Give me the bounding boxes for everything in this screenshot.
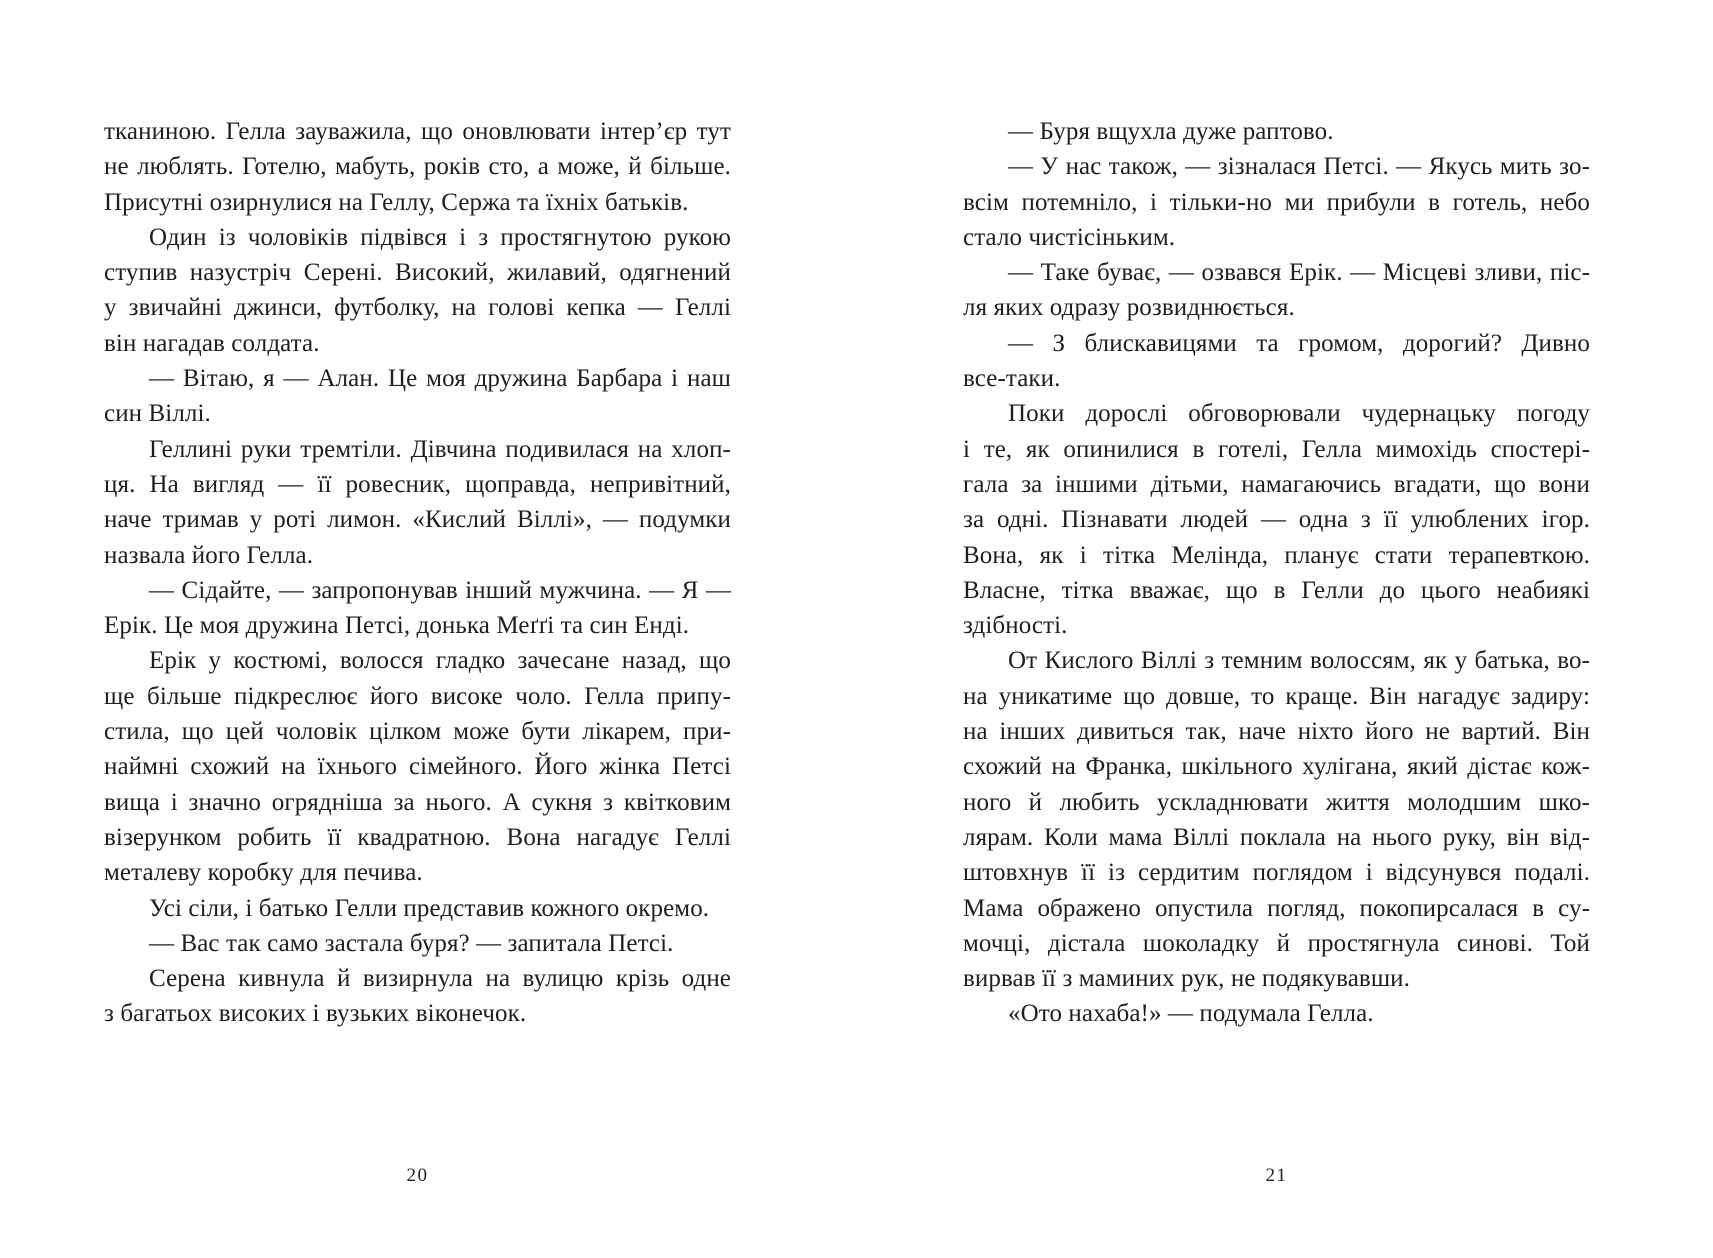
- text-line: Мама ображено опустила погляд, покопирсалася в су-: [963, 894, 1590, 922]
- text-line: ще більше підкреслює його високе чоло. Гелла припу-: [104, 682, 731, 710]
- text-line: Ерік. Це моя дружина Петсі, донька Меґґі та син Енді.: [104, 612, 690, 640]
- page-right-number: 21: [1265, 1165, 1288, 1186]
- text-line: на уникатиме що довше, то краще. Він нагадує задиру:: [963, 682, 1590, 710]
- text-line: всім потемніло, і тільки-но ми прибули в готель, небо: [963, 188, 1590, 216]
- text-line: Власне, тітка вважає, що в Гелли до цього неабиякі: [963, 576, 1590, 604]
- text-line: От Кислого Віллі з темним волоссям, як у батька, во-: [1008, 647, 1590, 675]
- text-line: наймні схожий на їхнього сімейного. Його жінка Петсі: [104, 753, 731, 781]
- text-line: Усі сіли, і батько Гелли представив кожного окремо.: [149, 894, 710, 922]
- text-line: стало чистісіньким.: [963, 223, 1176, 251]
- text-line: металеву коробку для печива.: [104, 859, 423, 887]
- text-line: наче тримав у роті лимон. «Кислий Віллі», — подумки: [104, 506, 731, 534]
- text-line: лярам. Коли мама Віллі поклала на нього руку, він від-: [963, 823, 1590, 851]
- text-line: Вона, як і тітка Мелінда, планує стати терапевткою.: [963, 541, 1590, 569]
- text-line: вища і значно огрядніша за нього. А сукня з квітковим: [104, 788, 731, 816]
- text-line: — У нас також, — зізналася Петсі. — Якусь мить зо-: [1008, 153, 1590, 181]
- page-left-text: [104, 114, 731, 1032]
- text-line: ця. На вигляд — її ровесник, щоправда, непривітний,: [104, 470, 731, 498]
- text-line: «Ото нахаба!» — подумала Гелла.: [1008, 1000, 1374, 1028]
- page-right-text: [963, 114, 1590, 1032]
- text-line: мочці, дістала шоколадку й простягнула синові. Той: [963, 929, 1590, 957]
- text-line: вирвав її з маминих рук, не подякувавши.: [963, 965, 1410, 993]
- text-line: тканиною. Гелла зауважила, що оновлювати інтер’єр тут: [104, 118, 731, 145]
- text-line: у звичайні джинси, футболку, на голові кепка — Геллі: [104, 294, 731, 322]
- text-line: і те, як опинилися в готелі, Гелла мимохідь спостері-: [963, 435, 1590, 463]
- page-right: [857, 0, 1713, 1258]
- page-left-number: 20: [406, 1165, 429, 1186]
- text-line: він нагадав солдата.: [104, 329, 320, 357]
- text-line: Геллині руки тремтіли. Дівчина подивилася на хлоп-: [149, 435, 731, 463]
- text-line: Один із чоловіків підвівся і з простягнутою рукою: [149, 223, 731, 251]
- text-line: ля яких одразу розвиднюється.: [963, 294, 1295, 322]
- text-line: назвала його Гелла.: [104, 541, 314, 569]
- text-line: з багатьох високих і вузьких віконечок.: [104, 1000, 527, 1028]
- text-line: Ерік у костюмі, волосся гладко зачесане назад, що: [149, 647, 731, 675]
- text-line: — З блискавицями та громом, дорогий? Дивно: [1008, 329, 1590, 357]
- text-line: Поки дорослі обговорювали чудернацьку погоду: [1008, 400, 1590, 428]
- text-line: ступив назустріч Серені. Високий, жилавий, одягнений: [104, 259, 731, 287]
- text-line: штовхнув її із сердитим поглядом і відсунувся подалі.: [963, 859, 1590, 887]
- text-line: за одні. Пізнавати людей — одна з її улюблених ігор.: [963, 506, 1590, 534]
- text-line: Присутні озирнулися на Геллу, Сержа та їхніх батьків.: [104, 188, 689, 216]
- text-line: візерунком робить її квадратною. Вона нагадує Геллі: [104, 823, 731, 851]
- text-line: — Вас так само застала буря? — запитала Петсі.: [149, 929, 674, 957]
- text-line: — Вітаю, я — Алан. Це моя дружина Барбара і наш: [149, 365, 731, 393]
- text-line: на інших дивиться так, наче ніхто його не вартий. Він: [963, 718, 1590, 746]
- text-line: син Віллі.: [104, 400, 211, 428]
- text-line: не люблять. Готелю, мабуть, років сто, а може, й більше.: [104, 153, 731, 181]
- page-left: [0, 0, 856, 1258]
- text-line: здібності.: [963, 612, 1068, 640]
- text-line: стила, що цей чоловік цілком може бути лікарем, при-: [104, 718, 731, 746]
- text-line: ного й любить ускладнювати життя молодшим шко-: [963, 788, 1590, 816]
- text-line: гала за іншими дітьми, намагаючись вгадати, що вони: [963, 470, 1590, 498]
- text-line: все-таки.: [963, 365, 1061, 393]
- text-line: — Сідайте, — запропонував інший мужчина. — Я —: [149, 576, 731, 604]
- text-line: Серена кивнула й визирнула на вулицю крізь одне: [149, 965, 731, 993]
- text-line: — Таке буває, — озвався Ерік. — Місцеві зливи, піс-: [1008, 259, 1590, 287]
- text-line: схожий на Франка, шкільного хулігана, який дістає кож-: [963, 753, 1590, 781]
- text-line: — Буря вщухла дуже раптово.: [1008, 118, 1334, 145]
